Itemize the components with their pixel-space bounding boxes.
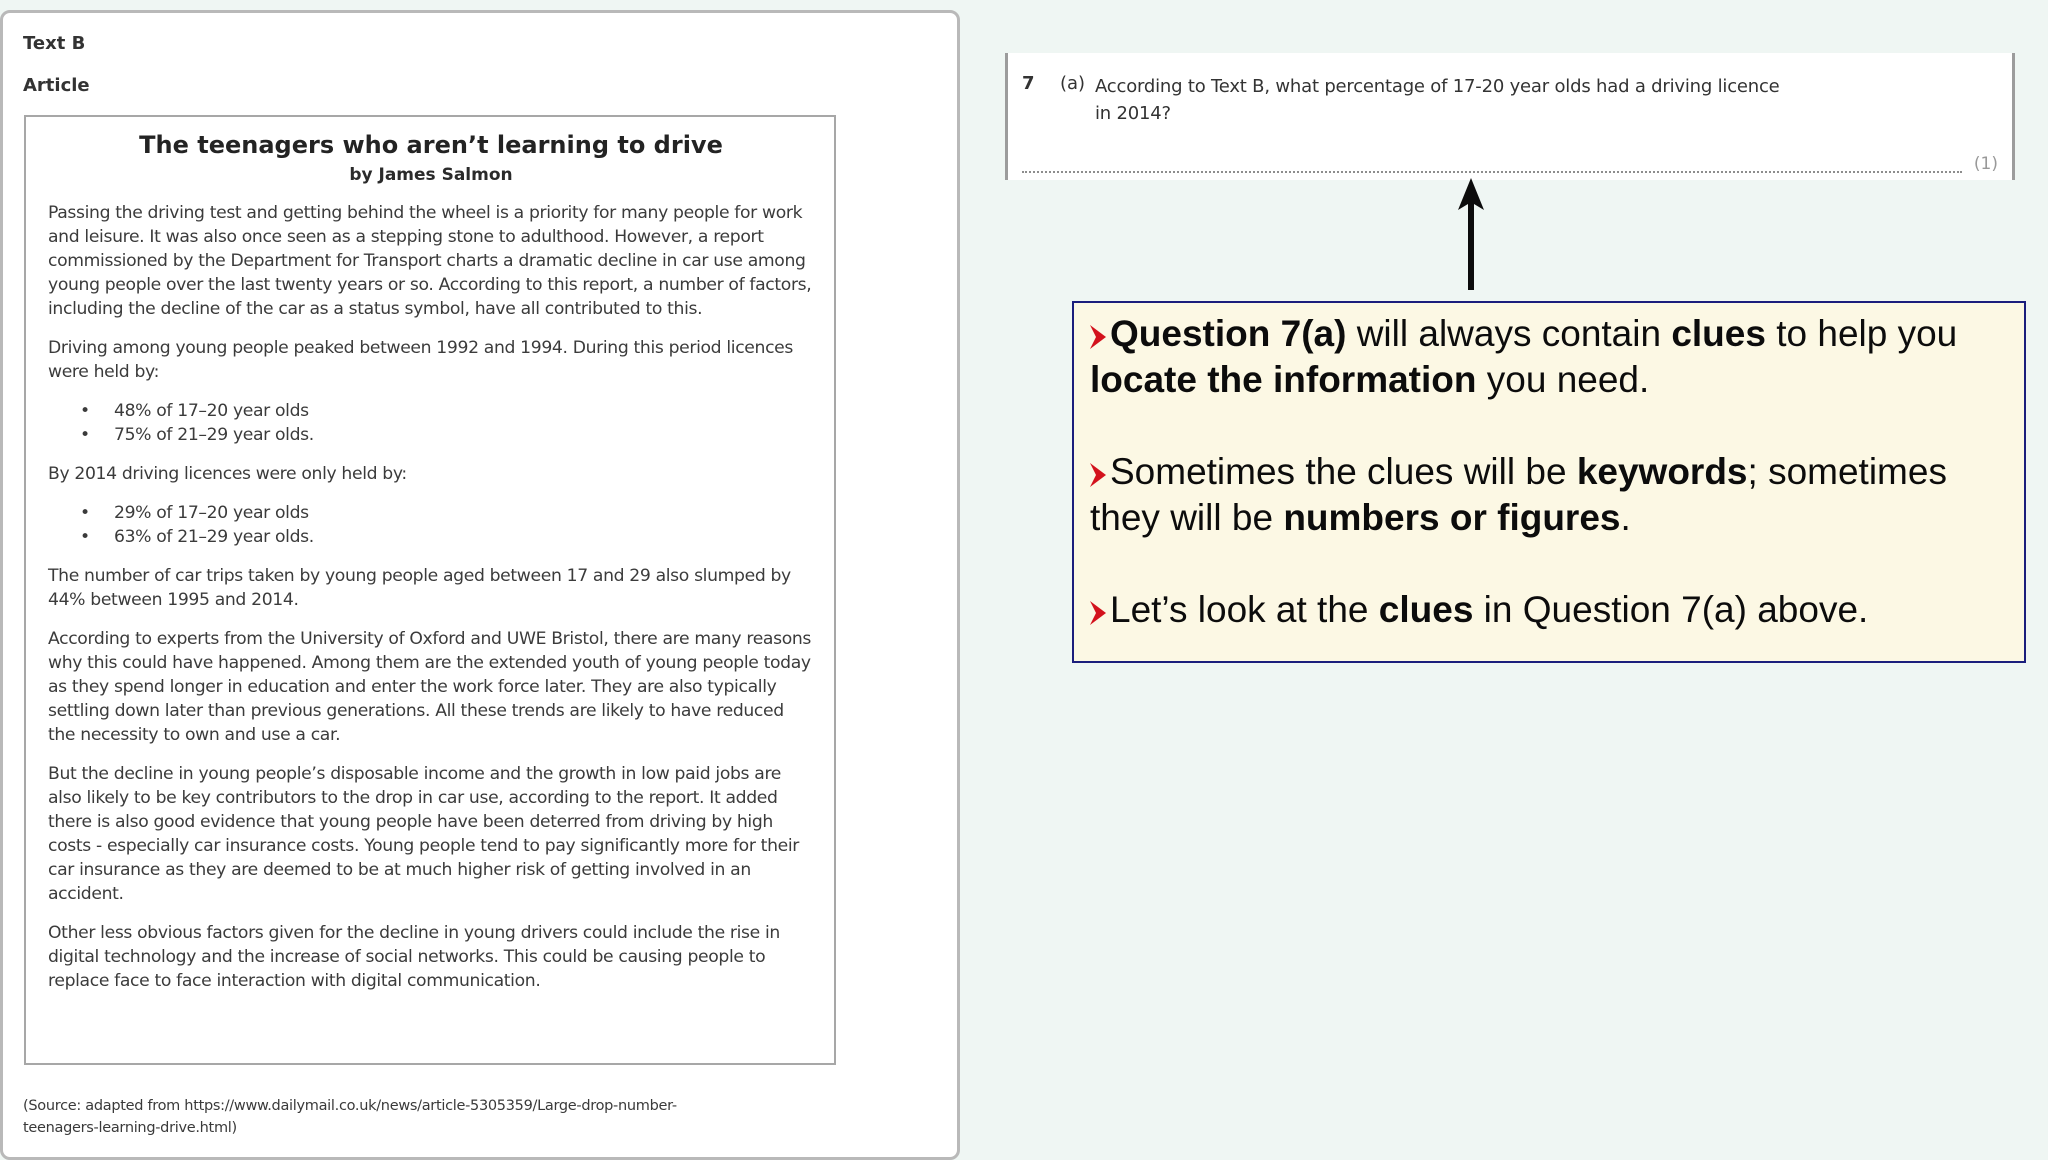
- question-panel: [1005, 53, 2015, 180]
- article-paragraph: According to experts from the University of Oxford and UWE Bristol, there are many reasons why this could have happened. Among them are the extended youth of young people today as they spend longer in education and enter the work force later. They are also typically settling down later than previous generations. All these trends are likely to have reduced the necessity to own and use a car.: [48, 629, 812, 745]
- question-marks: (1): [1973, 154, 1998, 174]
- article-paragraph: Passing the driving test and getting behind the wheel is a priority for many people for work and leisure. It was also once seen as a stepping stone to adulthood. However, a report commissioned by the Department for Transport charts a dramatic decline in car use among young people over the last twenty years or so. According to this report, a number of factors, including the decline of the car as a status symbol, have all contributed to this.: [48, 203, 812, 319]
- red-chevron-icon: [1090, 463, 1106, 487]
- bullet-icon: •: [80, 401, 90, 421]
- source-line: (Source: adapted from https://www.dailymail.co.uk/news/article-5305359/Large-drop-number-: [23, 1098, 677, 1114]
- red-chevron-icon: [1090, 325, 1106, 349]
- answer-line[interactable]: [1022, 171, 1962, 173]
- article-paragraph: But the decline in young people’s disposable income and the growth in low paid jobs are also likely to be key contributors to the drop in car use, according to the report. It added there is also good evidence that young people have been deterred from driving by high costs - especially car insurance costs. Young people tend to pay significantly more for their car insurance as they are deemed to be at much higher risk of getting involved in an accident.: [48, 764, 799, 904]
- bullet-icon: •: [80, 527, 90, 547]
- article-label: Article: [23, 75, 90, 96]
- exam-document-panel: [0, 10, 960, 1160]
- source-line: teenagers-learning-drive.html): [23, 1120, 237, 1136]
- list-item: • 63% of 21–29 year olds.: [80, 527, 314, 547]
- question-number: 7: [1022, 73, 1035, 94]
- callout-point: Question 7(a) will always contain clues to help you locate the information you need.: [1090, 313, 1958, 400]
- list-item: • 48% of 17–20 year olds: [80, 401, 309, 421]
- article-box: [24, 115, 836, 1065]
- question-part: (a): [1060, 73, 1086, 94]
- licence-list-1990s: [48, 399, 814, 447]
- red-chevron-icon: [1090, 601, 1106, 625]
- clues-callout: [1072, 301, 2026, 663]
- article-paragraph: By 2014 driving licences were only held by:: [48, 464, 407, 484]
- text-b-label: Text B: [23, 33, 86, 54]
- list-item: • 75% of 21–29 year olds.: [80, 425, 314, 445]
- licence-list-2014: [48, 501, 814, 549]
- article-paragraph: Driving among young people peaked between 1992 and 1994. During this period licences were held by:: [48, 338, 794, 382]
- list-item: • 29% of 17–20 year olds: [80, 503, 309, 523]
- callout-point: Let’s look at the clues in Question 7(a) above.: [1090, 587, 2010, 633]
- article-byline: by James Salmon: [349, 165, 513, 185]
- callout-point: Sometimes the clues will be keywords; sometimes they will be numbers or figures.: [1090, 451, 1947, 538]
- article-source: [23, 1095, 783, 1139]
- bullet-icon: •: [80, 503, 90, 523]
- article-paragraph: Other less obvious factors given for the decline in young drivers could include the rise in digital technology and the increase of social networks. This could be causing people to replace face to face interaction with digital communication.: [48, 923, 780, 991]
- up-arrow-icon: [1456, 178, 1486, 290]
- article-paragraph: The number of car trips taken by young people aged between 17 and 29 also slumped by 44% between 1995 and 2014.: [48, 566, 791, 610]
- article-title: The teenagers who aren’t learning to drive: [139, 131, 723, 159]
- bullet-icon: •: [80, 425, 90, 445]
- question-text: According to Text B, what percentage of 17-20 year olds had a driving licence in 2014?: [1095, 76, 1780, 124]
